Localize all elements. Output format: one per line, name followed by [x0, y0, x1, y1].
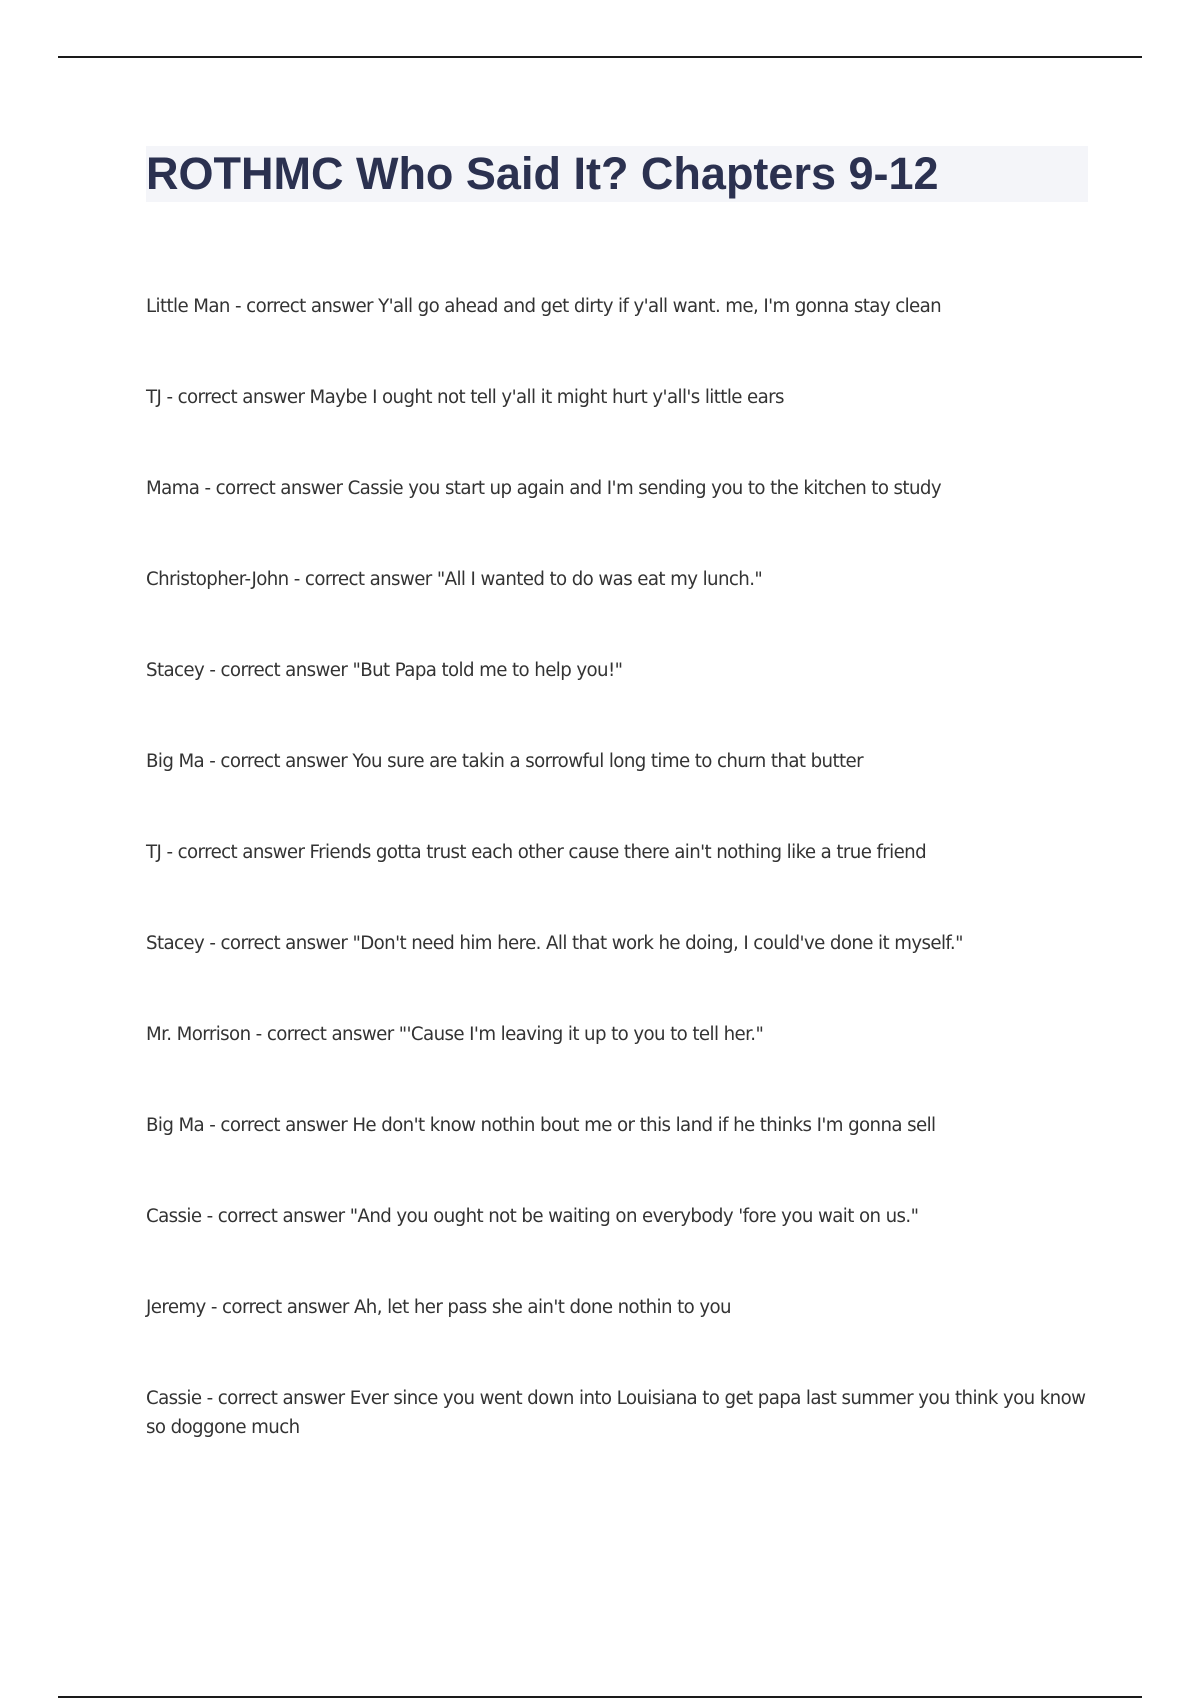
speaker-name: TJ — [146, 842, 162, 863]
speaker-name: Mr. Morrison — [146, 1024, 251, 1045]
speaker-name: Cassie — [146, 1388, 202, 1409]
quote-text: "'Cause I'm leaving it up to you to tell her." — [398, 1024, 764, 1045]
quote-text: Ever since you went down into Louisiana to get papa last summer you think you know so doggone much — [146, 1388, 1086, 1438]
answer-separator: - correct answer — [201, 1206, 350, 1227]
list-item — [146, 565, 1086, 594]
speaker-name: Christopher-John — [146, 569, 289, 590]
list-item — [146, 747, 1086, 776]
answer-separator: - correct answer — [288, 569, 437, 590]
quote-text: Friends gotta trust each other cause there ain't nothing like a true friend — [309, 842, 927, 863]
answer-separator: - correct answer — [250, 1024, 399, 1045]
answer-separator: - correct answer — [229, 296, 379, 317]
speaker-name: Big Ma — [146, 751, 205, 772]
quote-text: Y'all go ahead and get dirty if y'all want. me, I'm gonna stay clean — [378, 296, 942, 317]
answer-separator: - correct answer — [204, 751, 353, 772]
list-item — [146, 1384, 1086, 1442]
quote-text: "Don't need him here. All that work he doing, I could've done it myself." — [352, 933, 963, 954]
bottom-divider — [58, 1696, 1142, 1698]
list-item — [146, 929, 1086, 958]
answer-separator: - correct answer — [161, 842, 310, 863]
list-item — [146, 474, 1086, 503]
list-item — [146, 292, 1086, 321]
speaker-name: Little Man — [146, 296, 230, 317]
list-item — [146, 1020, 1086, 1049]
quote-text: "But Papa told me to help you!" — [352, 660, 623, 681]
speaker-name: Stacey — [146, 660, 205, 681]
answer-separator: - correct answer — [201, 1388, 350, 1409]
list-item — [146, 1111, 1086, 1140]
top-divider — [58, 56, 1142, 58]
answer-separator: - correct answer — [161, 387, 310, 408]
quote-text: "All I wanted to do was eat my lunch." — [436, 569, 763, 590]
answer-separator: - correct answer — [199, 478, 348, 499]
list-item — [146, 838, 1086, 867]
answer-separator: - correct answer — [204, 933, 353, 954]
answer-separator: - correct answer — [205, 1297, 354, 1318]
list-item — [146, 383, 1086, 412]
speaker-name: Jeremy — [146, 1297, 206, 1318]
question-answer-list — [146, 292, 1086, 1504]
speaker-name: TJ — [146, 387, 162, 408]
speaker-name: Stacey — [146, 933, 205, 954]
quote-text: Cassie you start up again and I'm sending you to the kitchen to study — [347, 478, 941, 499]
list-item — [146, 656, 1086, 685]
answer-separator: - correct answer — [204, 1115, 353, 1136]
list-item — [146, 1202, 1086, 1231]
speaker-name: Mama — [146, 478, 200, 499]
speaker-name: Big Ma — [146, 1115, 205, 1136]
quote-text: Maybe I ought not tell y'all it might hurt y'all's little ears — [309, 387, 784, 408]
speaker-name: Cassie — [146, 1206, 202, 1227]
quote-text: He don't know nothin bout me or this land if he thinks I'm gonna sell — [352, 1115, 936, 1136]
quote-text: "And you ought not be waiting on everybody 'fore you wait on us." — [349, 1206, 919, 1227]
quote-text: You sure are takin a sorrowful long time to churn that butter — [352, 751, 864, 772]
quote-text: Ah, let her pass she ain't done nothin to you — [353, 1297, 731, 1318]
list-item — [146, 1293, 1086, 1322]
page-title: ROTHMC Who Said It? Chapters 9-12 — [146, 148, 939, 199]
answer-separator: - correct answer — [204, 660, 353, 681]
